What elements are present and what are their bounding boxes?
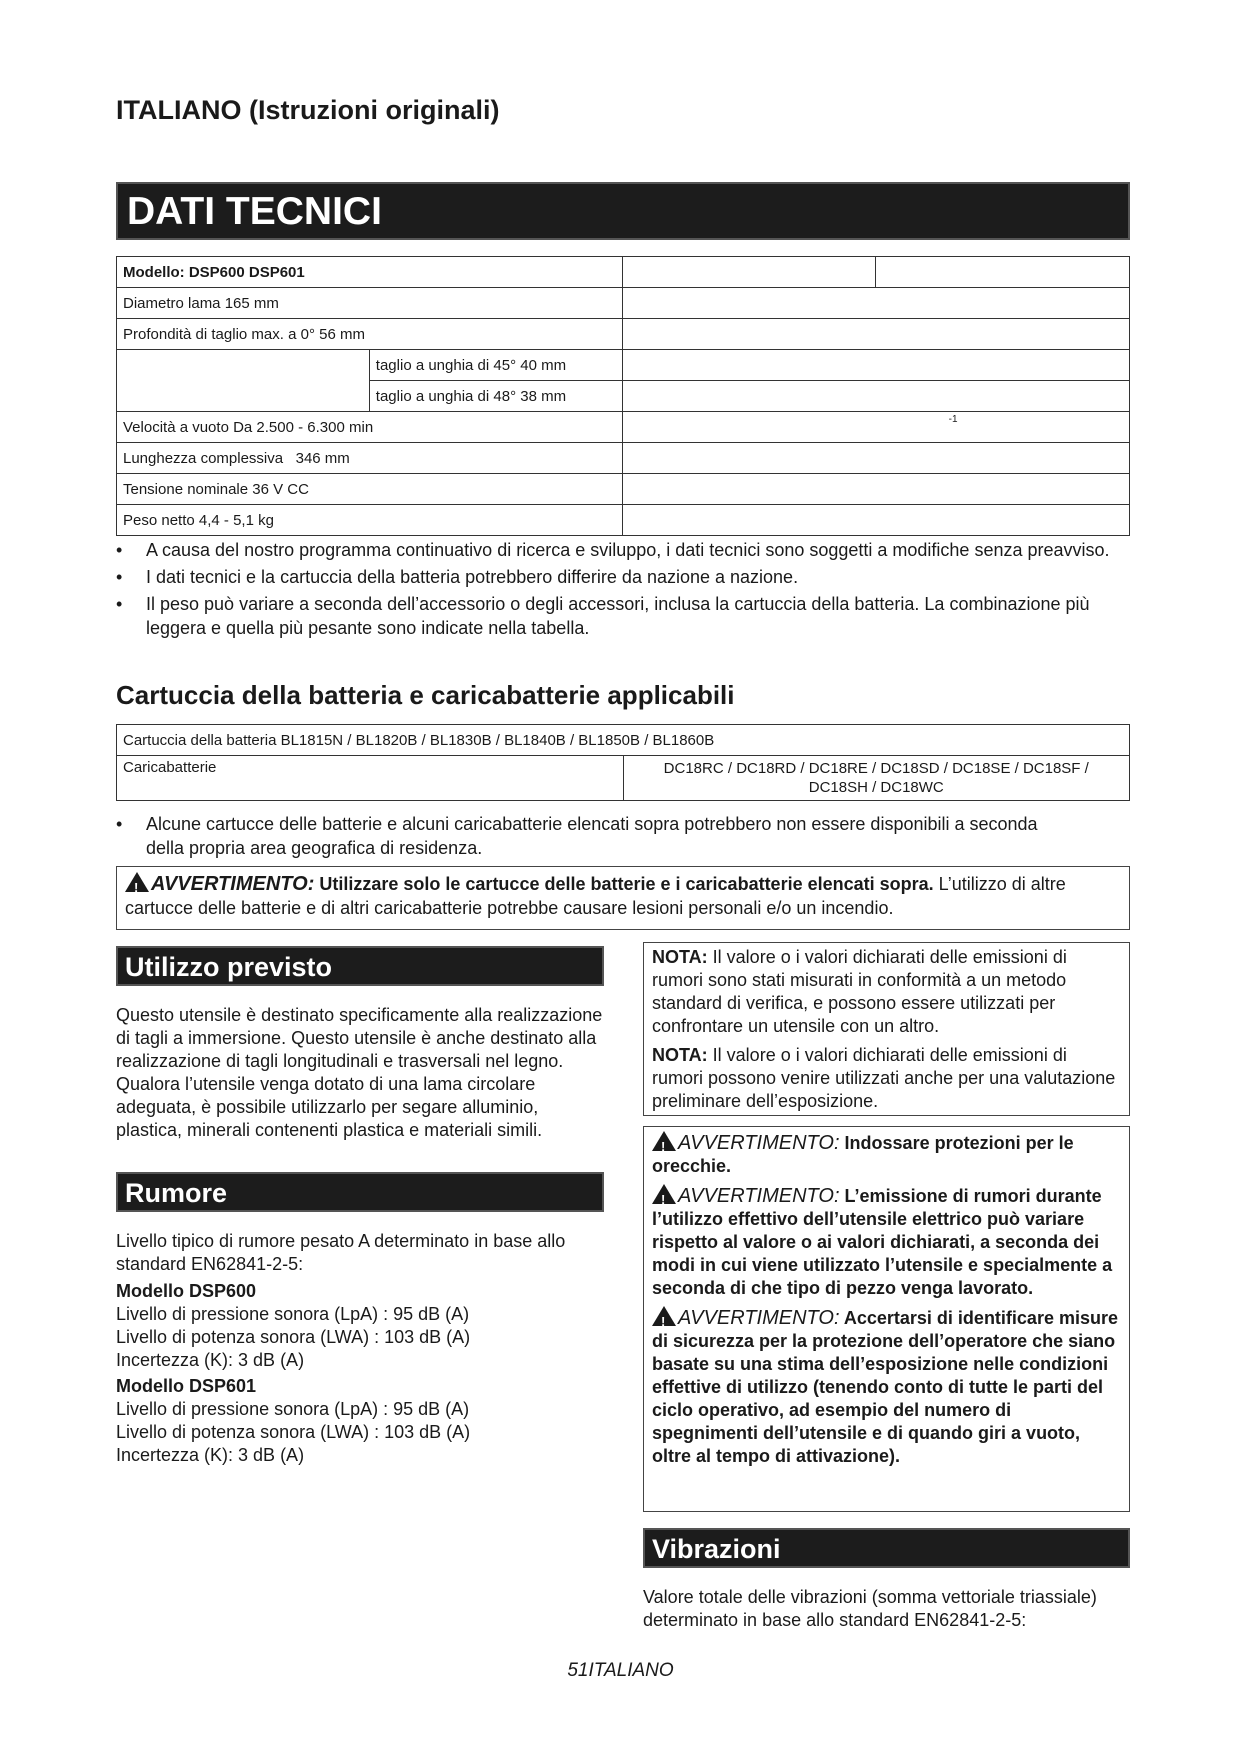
sound-pressure: Livello di pressione sonora (LpA) : 95 dB (A) <box>116 1399 470 1419</box>
specs-notes <box>116 538 1130 640</box>
speed-unit-superscript: -1 <box>948 414 958 425</box>
spec-bevel45: taglio a unghia di 45° 40 mm <box>369 350 622 381</box>
notes-box <box>643 942 1130 1116</box>
spec-speed: Velocità a vuoto Da 2.500 - 6.300 min <box>117 412 623 443</box>
intended-use-text: Questo utensile è destinato specificamente alla realizzazione di tagli a immersione. Questo utensile è anche destinato alla realizzazione di tagli longitudinali e trasversali nel legno. Qualora l’utensile venga dotato di una lama circolare adeguata, è possibile utilizzarlo per segare alluminio, plastica, minerali contenenti plastica e materiali simili. <box>116 1005 603 1140</box>
warning-text: Indossare protezioni per le orecchie. <box>652 1133 1074 1176</box>
table-row <box>117 381 1130 412</box>
empty-cell <box>622 443 1129 474</box>
sound-pressure: Livello di pressione sonora (LpA) : 95 dB (A) <box>116 1304 470 1324</box>
noise-model-601 <box>116 1375 606 1467</box>
battery-heading: Cartuccia della batteria e caricabatterie applicabili <box>116 680 735 710</box>
intended-use-banner: Utilizzo previsto <box>116 946 604 986</box>
warning-bold-text: Utilizzare solo le cartucce delle batterie e i caricabatterie elencati sopra. <box>319 874 934 894</box>
table-row <box>117 505 1130 536</box>
warning-2 <box>652 1184 1121 1300</box>
warning-icon <box>652 1306 676 1326</box>
battery-cartridges: Cartuccia della batteria BL1815N / BL1820B / BL1830B / BL1840B / BL1850B / BL1860B <box>117 725 1130 756</box>
empty-cell <box>622 319 1129 350</box>
empty-cell <box>876 257 1130 288</box>
empty-cell <box>622 350 1129 381</box>
vibration-text: Valore totale delle vibrazioni (somma vettoriale triassiale) determinato in base allo standard EN62841-2-5: <box>643 1587 1097 1630</box>
charger-label: Caricabatterie <box>117 756 624 801</box>
spec-length: Lunghezza complessiva 346 mm <box>117 443 623 474</box>
table-row <box>117 443 1130 474</box>
note-label: NOTA: <box>652 947 708 967</box>
empty-cell <box>622 257 876 288</box>
warning-3 <box>652 1306 1121 1468</box>
sound-power: Livello di potenza sonora (LWA) : 103 dB (A) <box>116 1327 471 1347</box>
warning-label: AVVERTIMENTO: <box>151 873 315 895</box>
empty-cell <box>622 381 1129 412</box>
warning-icon <box>652 1131 676 1151</box>
specs-table <box>116 256 1130 536</box>
battery-table <box>116 724 1130 801</box>
uncertainty: Incertezza (K): 3 dB (A) <box>116 1350 305 1370</box>
language-title: ITALIANO (Istruzioni originali) <box>116 95 500 125</box>
model-name: Modello DSP600 <box>116 1281 257 1301</box>
table-row <box>117 319 1130 350</box>
table-row <box>117 756 1130 801</box>
empty-cell <box>622 505 1129 536</box>
page-footer: 51ITALIANO <box>567 1660 674 1681</box>
warning-text: L’emissione di rumori durante l’utilizzo effettivo dell’utensile elettrico può variare rispetto al valore o ai valori dichiarati, a seconda dei modi in cui viene utilizzato l’utensile e specialmente a seconda di che tipo di pezzo venga lavorato. <box>652 1186 1113 1298</box>
battery-warning-box <box>116 866 1130 930</box>
spec-depth: Profondità di taglio max. a 0° 56 mm <box>117 319 623 350</box>
table-row <box>117 725 1130 756</box>
noise-warnings-box <box>643 1126 1130 1512</box>
table-row <box>117 257 1130 288</box>
warning-icon <box>652 1184 676 1204</box>
spec-bevel48: taglio a unghia di 48° 38 mm <box>369 381 622 412</box>
charger-value: DC18RC / DC18RD / DC18RE / DC18SD / DC18SE / DC18SF / DC18SH / DC18WC <box>623 756 1130 801</box>
spec-weight: Peso netto 4,4 - 5,1 kg <box>117 505 623 536</box>
model-name: Modello DSP601 <box>116 1376 257 1396</box>
empty-cell <box>622 474 1129 505</box>
uncertainty: Incertezza (K): 3 dB (A) <box>116 1445 305 1465</box>
empty-cell <box>117 381 370 412</box>
table-row <box>117 412 1130 443</box>
warning-text: Accertarsi di identificare misure di sicurezza per la protezione dell’operatore che siano basate su una stima dell’esposizione nelle condizioni effettive di utilizzo (tenendo conto di tutte le parti del ciclo operativo, ad esempio del numero di spegnimenti dell’utensile e di quando giri a vuoto, oltre al tempo di attivazione). <box>652 1308 1118 1466</box>
spec-blade: Diametro lama 165 mm <box>117 288 623 319</box>
spec-voltage: Tensione nominale 36 V CC <box>117 474 623 505</box>
note-text: Il valore o i valori dichiarati delle emissioni di rumori possono venire utilizzati anche per una valutazione preliminare dell’esposizione. <box>652 1045 1116 1111</box>
warning-text: L’utilizzo di altre cartucce delle batterie e di altri caricabatterie potrebbe causare lesioni personali e/o un incendio. <box>125 874 1066 918</box>
sound-power: Livello di potenza sonora (LWA) : 103 dB (A) <box>116 1422 471 1442</box>
note-2 <box>652 1044 1121 1113</box>
specs-banner: DATI TECNICI <box>116 182 1130 240</box>
empty-cell <box>622 288 1129 319</box>
note-1 <box>652 946 1121 1038</box>
list-item: • Alcune cartucce delle batterie e alcuni caricabatterie elencati sopra potrebbero non essere disponibili a seconda della propria area geografica di residenza. <box>116 812 1076 860</box>
note-text: Il valore o i valori dichiarati delle emissioni di rumori sono stati misurati in conformità a un metodo standard di verifica, e possono essere utilizzati per confrontare un utensile con un altro. <box>652 947 1067 1036</box>
table-row <box>117 350 1130 381</box>
list-item: • I dati tecnici e la cartuccia della batteria potrebbero differire da nazione a nazione. <box>116 565 1130 589</box>
noise-banner: Rumore <box>116 1172 604 1212</box>
battery-note <box>116 812 1076 860</box>
note-label: NOTA: <box>652 1045 708 1065</box>
spec-model: Modello: DSP600 DSP601 <box>117 257 623 288</box>
vibration-banner: Vibrazioni <box>643 1528 1130 1568</box>
empty-cell <box>117 350 370 381</box>
list-item: • A causa del nostro programma continuativo di ricerca e sviluppo, i dati tecnici sono soggetti a modifiche senza preavviso. <box>116 538 1130 562</box>
speed-unit-cell <box>622 412 1129 443</box>
warning-label: AVVERTIMENTO: <box>678 1185 840 1207</box>
table-row <box>117 474 1130 505</box>
list-item: • Il peso può variare a seconda dell’accessorio o degli accessori, inclusa la cartuccia della batteria. La combinazione più leggera e quella più pesante sono indicate nella tabella. <box>116 592 1130 640</box>
noise-intro: Livello tipico di rumore pesato A determinato in base allo standard EN62841-2-5: <box>116 1231 566 1274</box>
warning-1 <box>652 1131 1121 1178</box>
warning-label: AVVERTIMENTO: <box>678 1132 840 1154</box>
noise-model-600 <box>116 1280 606 1372</box>
warning-label: AVVERTIMENTO: <box>678 1307 840 1329</box>
table-row <box>117 288 1130 319</box>
warning-icon <box>125 872 149 892</box>
